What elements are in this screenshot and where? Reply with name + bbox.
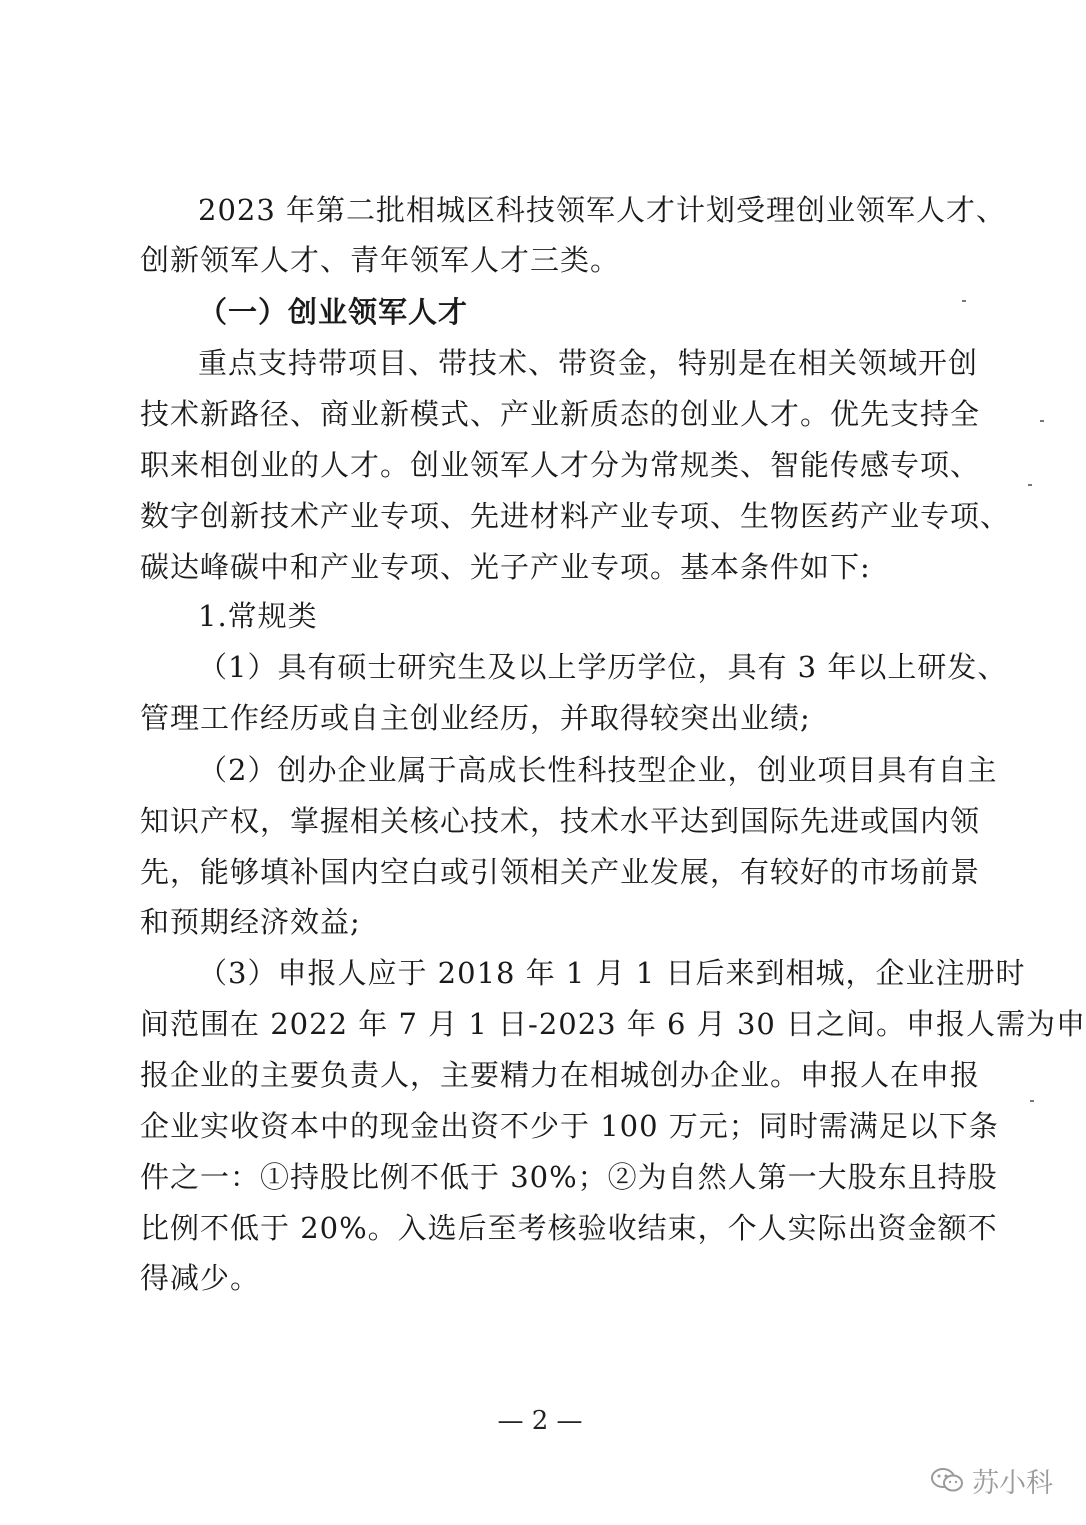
item-2-line-1: （2）创办企业属于高成长性科技型企业，创业项目具有自主 (198, 753, 998, 787)
item-1-line-1: （1）具有硕士研究生及以上学历学位，具有 3 年以上研发、 (198, 650, 1008, 684)
item-3-line-2: 间范围在 2022 年 7 月 1 日-2023 年 6 月 30 日之间。申报人需为申 (140, 1007, 1086, 1041)
item-3-line-1: （3）申报人应于 2018 年 1 月 1 日后来到相城，企业注册时 (198, 956, 1026, 990)
item-3-line-7: 得减少。 (140, 1261, 261, 1295)
item-2-line-3: 先，能够填补国内空白或引领相关产业发展，有较好的市场前景 (140, 855, 981, 889)
watermark (930, 1460, 1053, 1500)
item-3-line-5: 件之一：①持股比例不低于 30%；②为自然人第一大股东且持股 (140, 1160, 998, 1194)
section-heading-entrepreneur: （一）创业领军人才 (198, 295, 469, 329)
paragraph-focus-line-1: 重点支持带项目、带技术、带资金，特别是在相关领域开创 (198, 346, 979, 380)
item-3-line-4: 企业实收资本中的现金出资不少于 100 万元；同时需满足以下条 (140, 1109, 999, 1143)
watermark-text: 苏小科 (972, 1467, 1053, 1499)
scan-speck (1030, 1100, 1034, 1102)
paragraph-focus-line-4: 数字创新技术产业专项、先进材料产业专项、生物医药产业专项、 (140, 499, 1011, 533)
item-1-line-2: 管理工作经历或自主创业经历，并取得较突出业绩; (140, 701, 811, 735)
paragraph-intro-line-2: 创新领军人才、青年领军人才三类。 (140, 243, 621, 277)
item-3-line-3: 报企业的主要负责人，主要精力在相城创办企业。申报人在申报 (140, 1058, 981, 1092)
paragraph-focus-line-2: 技术新路径、商业新模式、产业新质态的创业人才。优先支持全 (140, 397, 981, 431)
wechat-icon (930, 1466, 964, 1494)
item-3-line-6: 比例不低于 20%。入选后至考核验收结束，个人实际出资金额不 (140, 1211, 998, 1245)
item-2-line-2: 知识产权，掌握相关核心技术，技术水平达到国际先进或国内领 (140, 804, 981, 838)
paragraph-focus-line-3: 职来相创业的人才。创业领军人才分为常规类、智能传感专项、 (140, 448, 981, 482)
page-number: — 2 — (497, 1406, 583, 1436)
subheading-regular: 1.常规类 (198, 599, 318, 633)
scan-speck (1040, 420, 1044, 422)
scan-speck (962, 300, 966, 302)
scan-speck (1028, 484, 1032, 486)
item-2-line-4: 和预期经济效益; (140, 905, 361, 939)
paragraph-focus-line-5: 碳达峰碳中和产业专项、光子产业专项。基本条件如下: (140, 550, 871, 584)
paragraph-intro-line-1: 2023 年第二批相城区科技领军人才计划受理创业领军人才、 (198, 193, 1007, 227)
